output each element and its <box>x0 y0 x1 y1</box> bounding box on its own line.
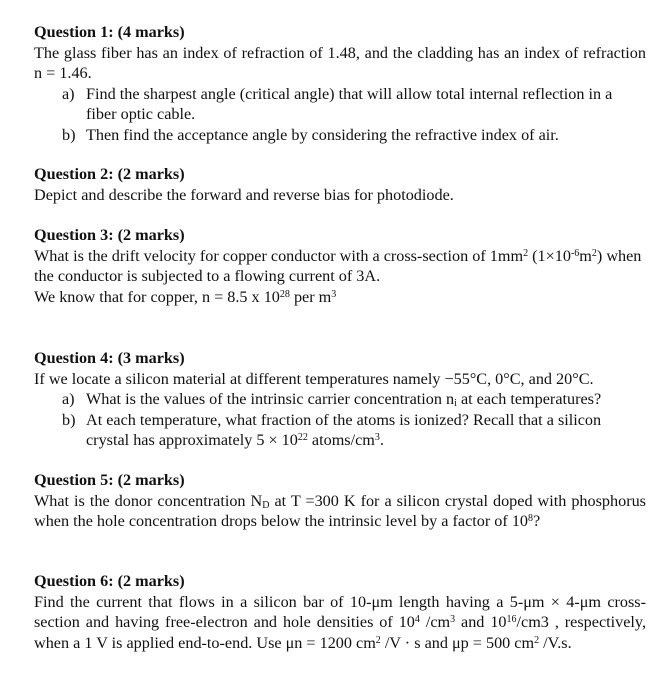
sub-question-text: atoms/cm <box>307 431 375 449</box>
body-text: We know that for copper, n = 8.5 x 10 <box>34 287 280 306</box>
body-text: /cm <box>419 613 451 631</box>
sub-question <box>62 84 646 125</box>
body-text: ? <box>533 512 541 530</box>
sub-question-label: a) <box>62 390 75 408</box>
sub-question-label: a) <box>62 84 75 103</box>
question-1 <box>34 22 646 145</box>
superscript: 8 <box>528 513 534 524</box>
superscript: 2 <box>375 634 381 646</box>
body-text: m <box>579 246 592 265</box>
body-text: /V.s. <box>539 633 572 652</box>
question-5 <box>34 470 646 532</box>
sub-question-label: b) <box>62 125 76 144</box>
body-text: (1×10 <box>528 246 571 265</box>
body-text: /cm3 , respectively, when a 1 V is applied end-to-end. Use μn = 1200 cm <box>34 613 646 652</box>
superscript: 3 <box>374 432 380 443</box>
question-title: Question 6: (2 marks) <box>34 572 185 590</box>
sub-question-text: . <box>379 431 384 449</box>
sub-question-list <box>34 389 646 451</box>
subscript: i <box>454 398 457 409</box>
question-body: If we locate a silicon material at different temperatures namely −55°C, 0°C, and 20°C. <box>34 369 594 388</box>
sub-question <box>62 125 646 146</box>
question-2 <box>34 164 646 205</box>
sub-question-text: What is the values of the intrinsic carrier concentration n <box>86 390 455 408</box>
question-title: Question 3: (2 marks) <box>34 226 185 244</box>
body-text: What is the drift velocity for copper conductor with a cross-section of 1mm <box>34 246 524 265</box>
question-4 <box>34 348 646 451</box>
body-text: /V · s and μp = 500 cm <box>380 633 535 652</box>
body-text: at T =300 K for a silicon crystal doped with phosphorus when the hole concentration drops below the intrinsic level by a factor of 10 <box>34 491 646 530</box>
superscript: 4 <box>414 614 420 625</box>
superscript: 3 <box>331 288 337 300</box>
sub-question-text: Then find the acceptance angle by considering the refractive index of air. <box>86 125 559 144</box>
sub-question-label: b) <box>62 410 76 429</box>
body-text: Find the current that flows in a silicon bar of 10-μm length having a 5-μm × 4-μm cross-section and having free-electron and hole densities of 10 <box>34 592 646 631</box>
sub-question-text: at each temperatures? <box>456 390 602 408</box>
sub-question-text: Find the sharpest angle (critical angle) that will allow total internal reflection in a fiber optic cable. <box>86 84 613 123</box>
superscript: -6 <box>570 247 580 259</box>
body-text: per m <box>289 287 332 306</box>
question-body <box>34 246 646 287</box>
question-title: Question 5: (2 marks) <box>34 471 185 489</box>
subscript: D <box>262 499 270 511</box>
question-body: Depict and describe the forward and reverse bias for photodiode. <box>34 185 454 204</box>
question-body <box>34 592 646 654</box>
body-text: and 10 <box>455 613 507 631</box>
superscript: 16 <box>506 614 517 625</box>
question-title: Question 2: (2 marks) <box>34 165 185 183</box>
sub-question <box>62 389 646 410</box>
question-body <box>34 491 646 532</box>
body-text: ) when the conductor is subjected to a flowing current of 3A. <box>34 246 642 285</box>
superscript: 3 <box>450 614 456 625</box>
sub-question <box>62 410 646 451</box>
sub-question-text: At each temperature, what fraction of the atoms is ionized? Recall that a silicon crystal has approximately 5 × 10 <box>86 410 602 449</box>
body-text: What is the donor concentration N <box>34 491 263 510</box>
superscript: 28 <box>279 288 290 300</box>
superscript: 22 <box>297 432 308 443</box>
question-title: Question 4: (3 marks) <box>34 349 185 367</box>
question-note <box>34 287 646 308</box>
question-title: Question 1: (4 marks) <box>34 23 185 41</box>
question-6 <box>34 571 646 653</box>
superscript: 2 <box>534 634 540 646</box>
superscript: 2 <box>523 247 529 259</box>
question-3 <box>34 225 646 307</box>
superscript: 2 <box>591 247 597 259</box>
sub-question-list <box>34 84 646 146</box>
question-body: The glass fiber has an index of refraction of 1.48, and the cladding has an index of refraction n = 1.46. <box>34 43 646 82</box>
